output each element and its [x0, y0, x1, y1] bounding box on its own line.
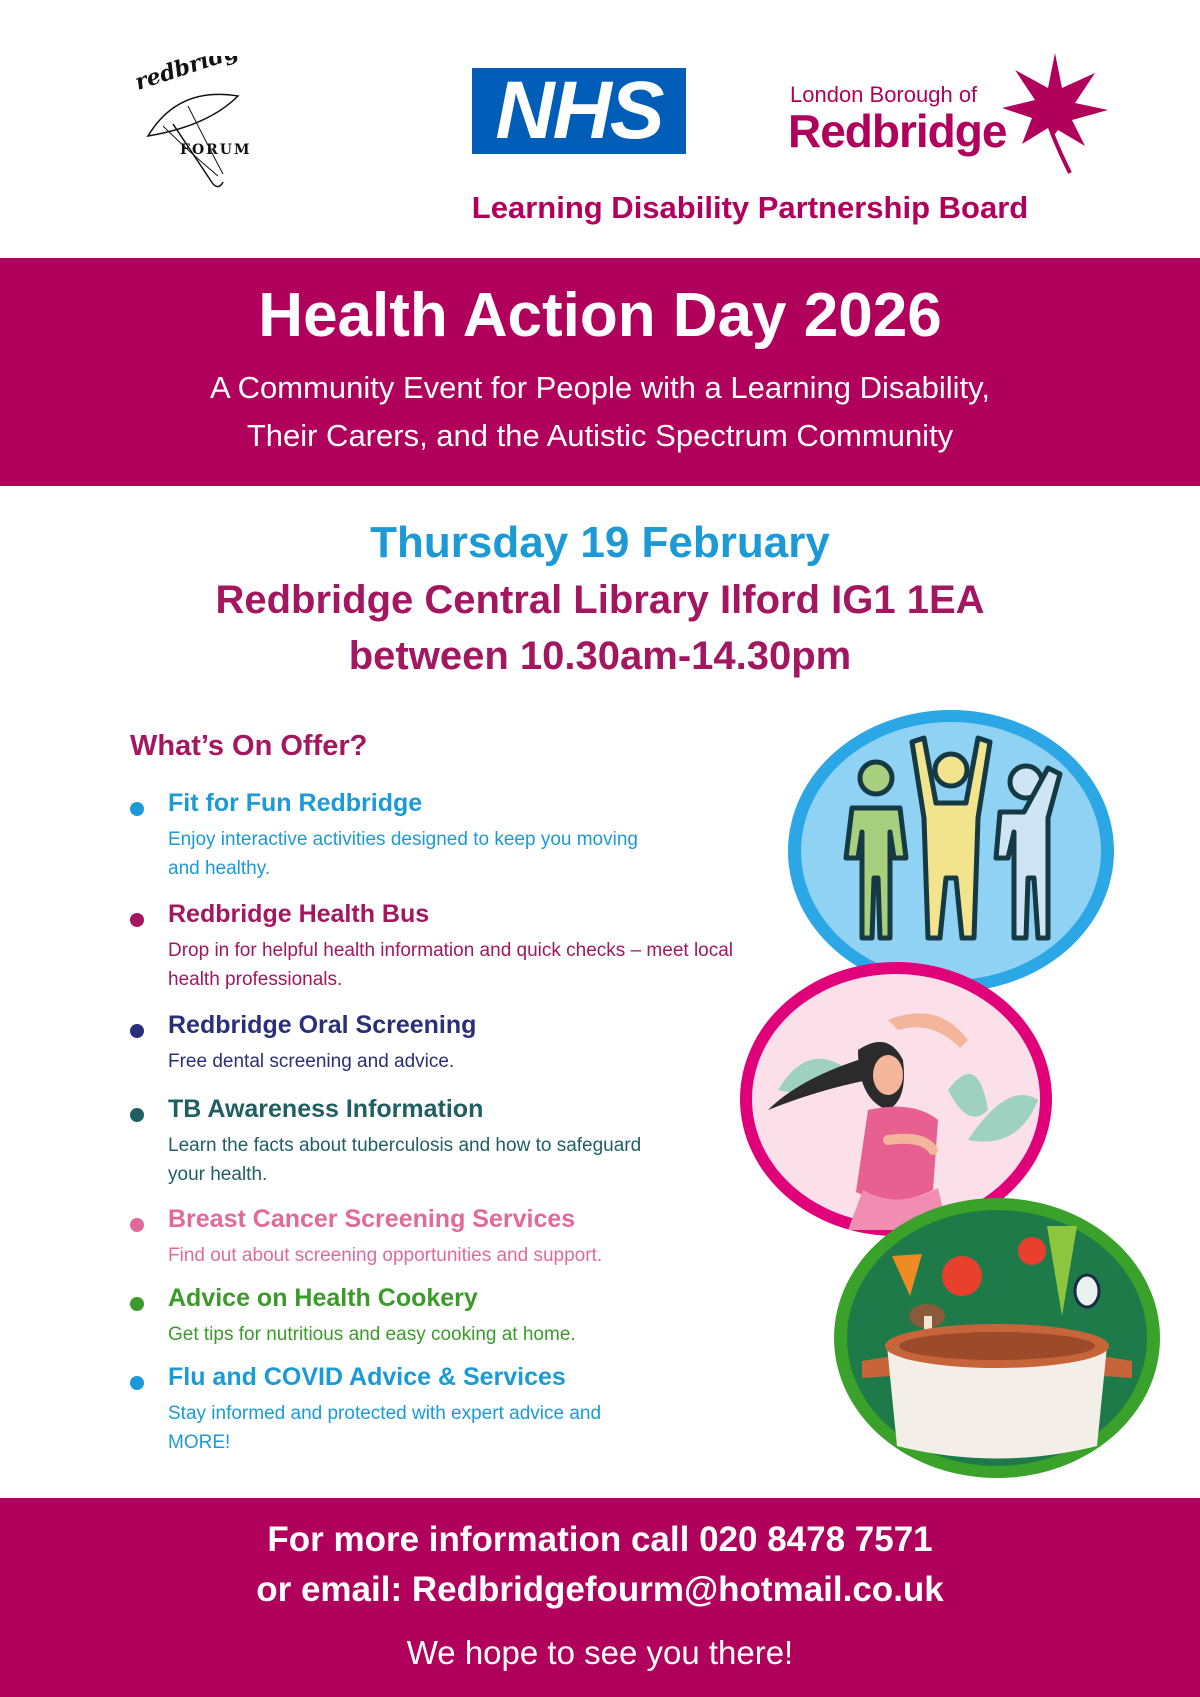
leaf-icon — [1000, 48, 1110, 178]
bullet-dot — [130, 1297, 144, 1311]
offer-item-title: Flu and COVID Advice & Services — [168, 1363, 566, 1391]
event-date: Thursday 19 February — [370, 518, 830, 567]
forum-logo-top-text: redbridge — [131, 56, 256, 96]
event-location: Redbridge Central Library Ilford IG1 1EA — [215, 578, 985, 622]
bullet-dot — [130, 1218, 144, 1232]
offer-item-title: Breast Cancer Screening Services — [168, 1205, 576, 1233]
nhs-logo: NHS — [472, 68, 686, 154]
event-subtitle-line-1: A Community Event for People with a Learning Disability, — [210, 370, 990, 405]
offer-item-title: TB Awareness Information — [168, 1095, 484, 1123]
board-title: Learning Disability Partnership Board — [471, 190, 1029, 225]
borough-name: Redbridge — [788, 105, 1007, 157]
offer-item-title: Redbridge Oral Screening — [168, 1011, 477, 1039]
footer-banner — [0, 1498, 1200, 1697]
contact-email-line: or email: Redbridgefourm@hotmail.co.uk — [256, 1570, 944, 1609]
offer-item-desc: Get tips for nutritious and easy cooking at home. — [168, 1324, 576, 1345]
cooking-illustration — [832, 1196, 1162, 1480]
closing-message: We hope to see you there! — [406, 1634, 794, 1671]
redbridge-forum-logo — [118, 56, 268, 196]
contact-phone-line: For more information call 020 8478 7571 — [267, 1520, 933, 1559]
offer-item-desc: Find out about screening opportunities and support. — [168, 1245, 603, 1266]
event-time: between 10.30am-14.30pm — [348, 634, 852, 678]
bullet-dot — [130, 1376, 144, 1390]
offer-item-title: Advice on Health Cookery — [168, 1284, 478, 1312]
offer-item-desc: Drop in for helpful health information and quick checks – meet local health professionals. — [168, 940, 734, 990]
bullet-dot — [130, 802, 144, 816]
people-icon — [786, 708, 1116, 994]
event-title: Health Action Day 2026 — [258, 281, 942, 350]
offer-item-desc: Enjoy interactive activities designed to keep you moving and healthy. — [168, 829, 638, 879]
bullet-dot — [130, 1024, 144, 1038]
offer-item-title: Redbridge Health Bus — [168, 900, 430, 928]
borough-prefix: London Borough of — [790, 82, 978, 107]
top-banner — [0, 258, 1200, 486]
forum-logo-bottom-text: FORUM — [180, 142, 252, 158]
event-subtitle-line-2: Their Carers, and the Autistic Spectrum Community — [246, 418, 954, 453]
umbrella-icon — [118, 56, 268, 196]
offer-heading: What’s On Offer? — [130, 730, 368, 762]
cooking-pot-icon — [832, 1196, 1162, 1480]
offer-item-desc: Learn the facts about tuberculosis and how to safeguard your health. — [168, 1135, 642, 1185]
bullet-dot — [130, 913, 144, 927]
offer-item-title: Fit for Fun Redbridge — [168, 789, 423, 817]
offer-item-desc: Free dental screening and advice. — [168, 1051, 455, 1072]
people-illustration — [786, 708, 1116, 994]
bullet-dot — [130, 1108, 144, 1122]
offer-item-desc: Stay informed and protected with expert advice and MORE! — [168, 1403, 602, 1453]
